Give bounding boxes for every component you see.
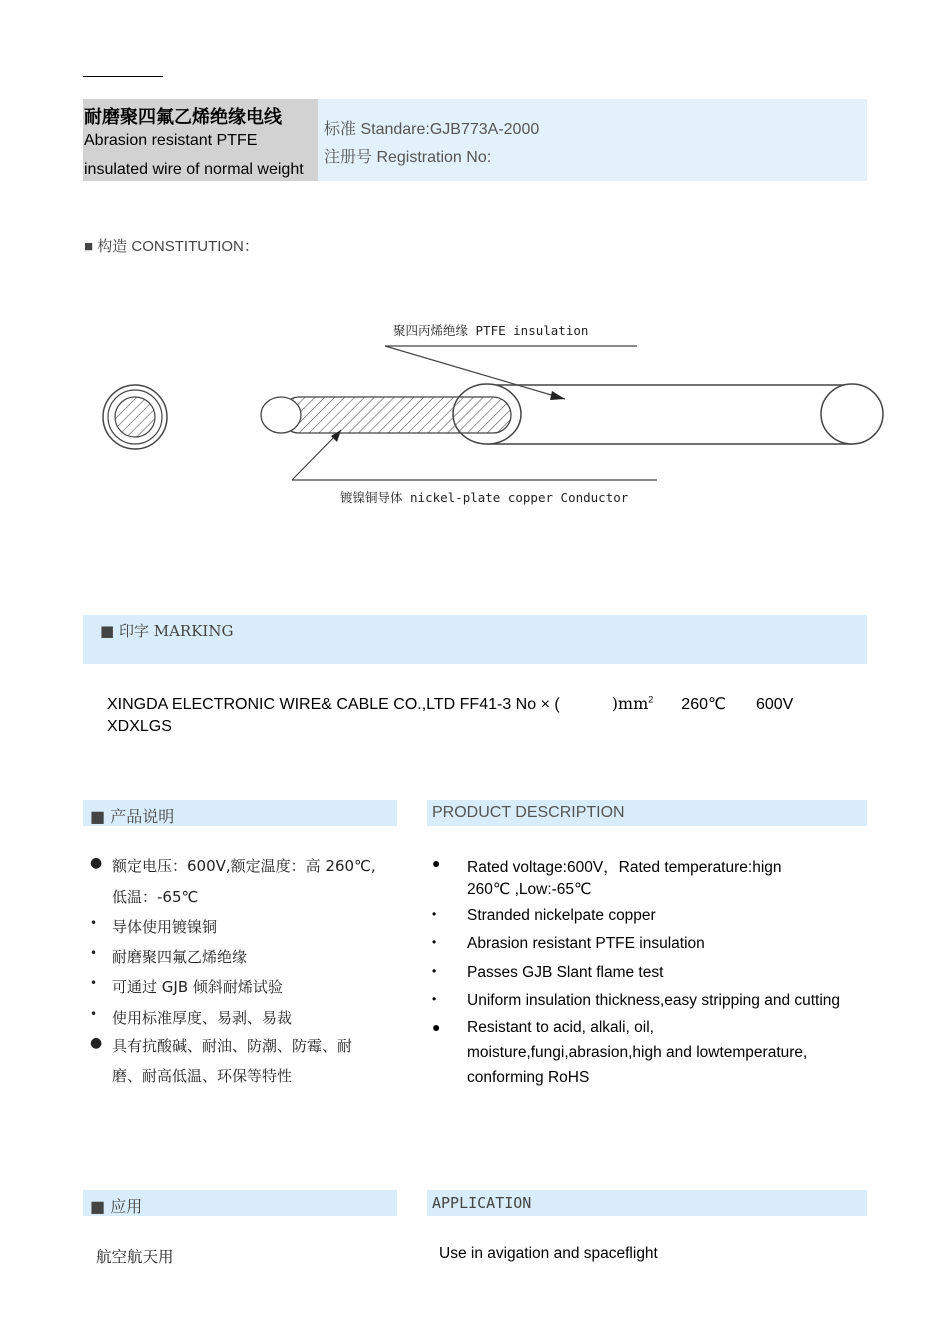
insulation-callout-label: 聚四丙烯绝缘 PTFE insulation (393, 323, 589, 338)
title-en-line2: insulated wire of normal weight (84, 161, 304, 178)
conductor (261, 397, 511, 433)
list-item: 磨、耐高低温、环保等特性 (112, 1067, 293, 1085)
list-item: moisture,fungi,abrasion,high and lowtemperature, (467, 1044, 808, 1061)
insulation-body (453, 384, 883, 444)
marking-text: XINGDA ELECTRONIC WIRE& CABLE CO.,LTD FF41-3 No × ( (107, 696, 560, 713)
application-label-en: APPLICATION (432, 1194, 532, 1212)
marking-line-1 (107, 694, 793, 714)
list-item: ● 具有抗酸碱、耐油、防潮、防霉、耐 (90, 1035, 353, 1055)
constitution-label: ■ 构造 CONSTITUTION： (84, 238, 259, 255)
list-item: ● Rated voltage:600V，Rated temperature:hign (432, 855, 782, 876)
list-item: ● 额定电压：600V,额定温度：高 260℃, (90, 855, 376, 875)
marking-temp: 260℃ (681, 696, 726, 713)
list-item: • Abrasion resistant PTFE insulation (432, 935, 705, 952)
conductor-callout-label: 镀镍铜导体 nickel-plate copper Conductor (340, 490, 629, 505)
list-item: • 使用标准厚度、易剥、易裁 (90, 1007, 293, 1027)
list-item: • Uniform insulation thickness,easy stripping and cutting (432, 992, 841, 1009)
marking-unit: )mm (611, 694, 649, 713)
list-item: 260℃ ,Low:-65℃ (467, 881, 592, 898)
list-item: 低温：-65℃ (112, 888, 199, 906)
marking-line-2: XDXLGS (107, 718, 172, 735)
wire-diagram (95, 300, 895, 520)
list-item: • 耐磨聚四氟乙烯绝缘 (90, 946, 248, 966)
standard-text: 标准 Standare:GJB773A-2000 (324, 121, 540, 138)
list-item: conforming RoHS (467, 1069, 590, 1086)
top-rule (83, 76, 163, 77)
list-item: • Stranded nickelpate copper (432, 907, 656, 924)
standard-panel (318, 99, 867, 181)
title-en (84, 126, 318, 184)
description-label-en: PRODUCT DESCRIPTION (432, 804, 625, 821)
marking-unit-sup: 2 (648, 694, 654, 705)
list-item: • Passes GJB Slant flame test (432, 964, 664, 981)
application-text-cn: 航空航天用 (96, 1248, 174, 1266)
cross-section (103, 385, 167, 449)
title-cn: 耐磨聚四氟乙烯绝缘电线 (84, 107, 282, 128)
list-item: • 导体使用镀镍铜 (90, 916, 218, 936)
description-label-cn: ■ 产品说明 (90, 807, 175, 826)
marking-volt: 600V (755, 696, 794, 713)
list-item: • 可通过 GJB 倾斜耐烯试验 (90, 976, 283, 996)
application-label-cn: ■ 应用 (90, 1197, 143, 1216)
title-en-line1: Abrasion resistant PTFE (84, 132, 258, 149)
application-text-en: Use in avigation and spaceflight (439, 1245, 658, 1262)
marking-label: ■ 印字 MARKING (100, 622, 234, 640)
registration-text: 注册号 Registration No: (324, 149, 492, 166)
list-item: ● Resistant to acid, alkali, oil, (432, 1019, 654, 1036)
